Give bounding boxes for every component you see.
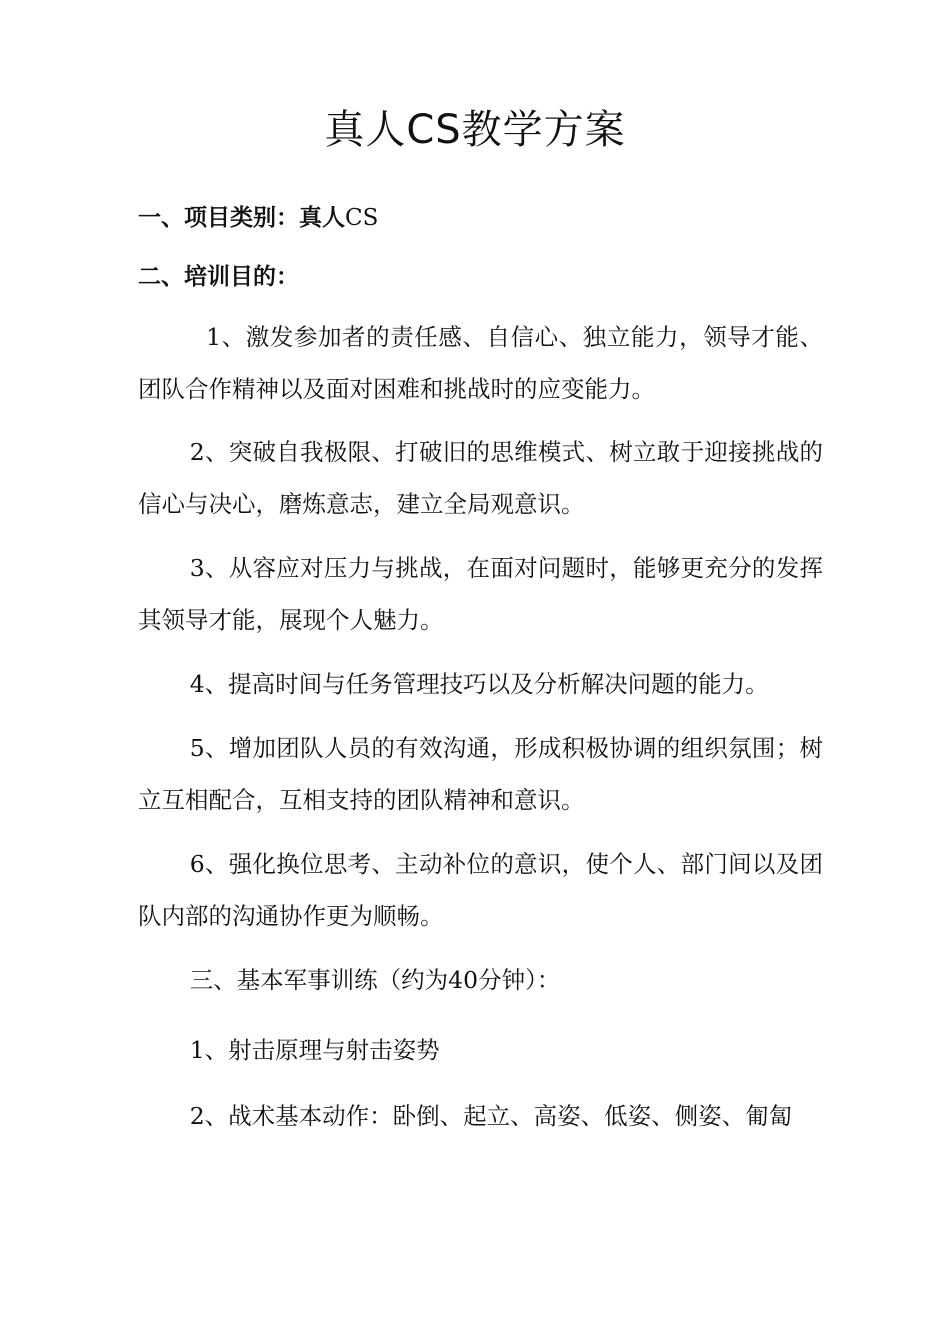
goal-paragraph-3: 3、从容应对压力与挑战，在面对问题时，能够更充分的发挥其领导才能，展现个人魅力。 [138, 554, 823, 634]
document-title: 真人CS教学方案 [324, 107, 626, 153]
goal-paragraph-1: 1、激发参加者的责任感、自信心、独立能力，领导才能、团队合作精神以及面对困难和挑战时的应变能力。 [138, 323, 823, 403]
section-heading-basic-training: 三、基本军事训练（约为40分钟）： [189, 966, 561, 994]
section-heading-training-goals: 二、培训目的： [138, 264, 299, 290]
goal-paragraph-5: 5、增加团队人员的有效沟通，形成积极协调的组织氛围；树立互相配合，互相支持的团队精神和意识。 [138, 734, 823, 814]
section-heading-project-type-value: CS [345, 205, 379, 231]
goal-paragraph-2: 2、突破自我极限、打破旧的思维模式、树立敢于迎接挑战的信心与决心，磨炼意志，建立全局观意识。 [138, 438, 823, 518]
section-heading-project-type [138, 203, 378, 233]
goal-paragraph-4: 4、提高时间与任务管理技巧以及分析解决问题的能力。 [189, 670, 769, 698]
goal-paragraph-6: 6、强化换位思考、主动补位的意识，使个人、部门间以及团队内部的沟通协作更为顺畅。 [138, 850, 823, 930]
training-item-2: 2、战术基本动作：卧倒、起立、高姿、低姿、侧姿、匍匐 [189, 1102, 793, 1130]
section-heading-project-type-label: 一、项目类别：真人 [138, 205, 345, 231]
training-item-1: 1、射击原理与射击姿势 [189, 1036, 440, 1064]
